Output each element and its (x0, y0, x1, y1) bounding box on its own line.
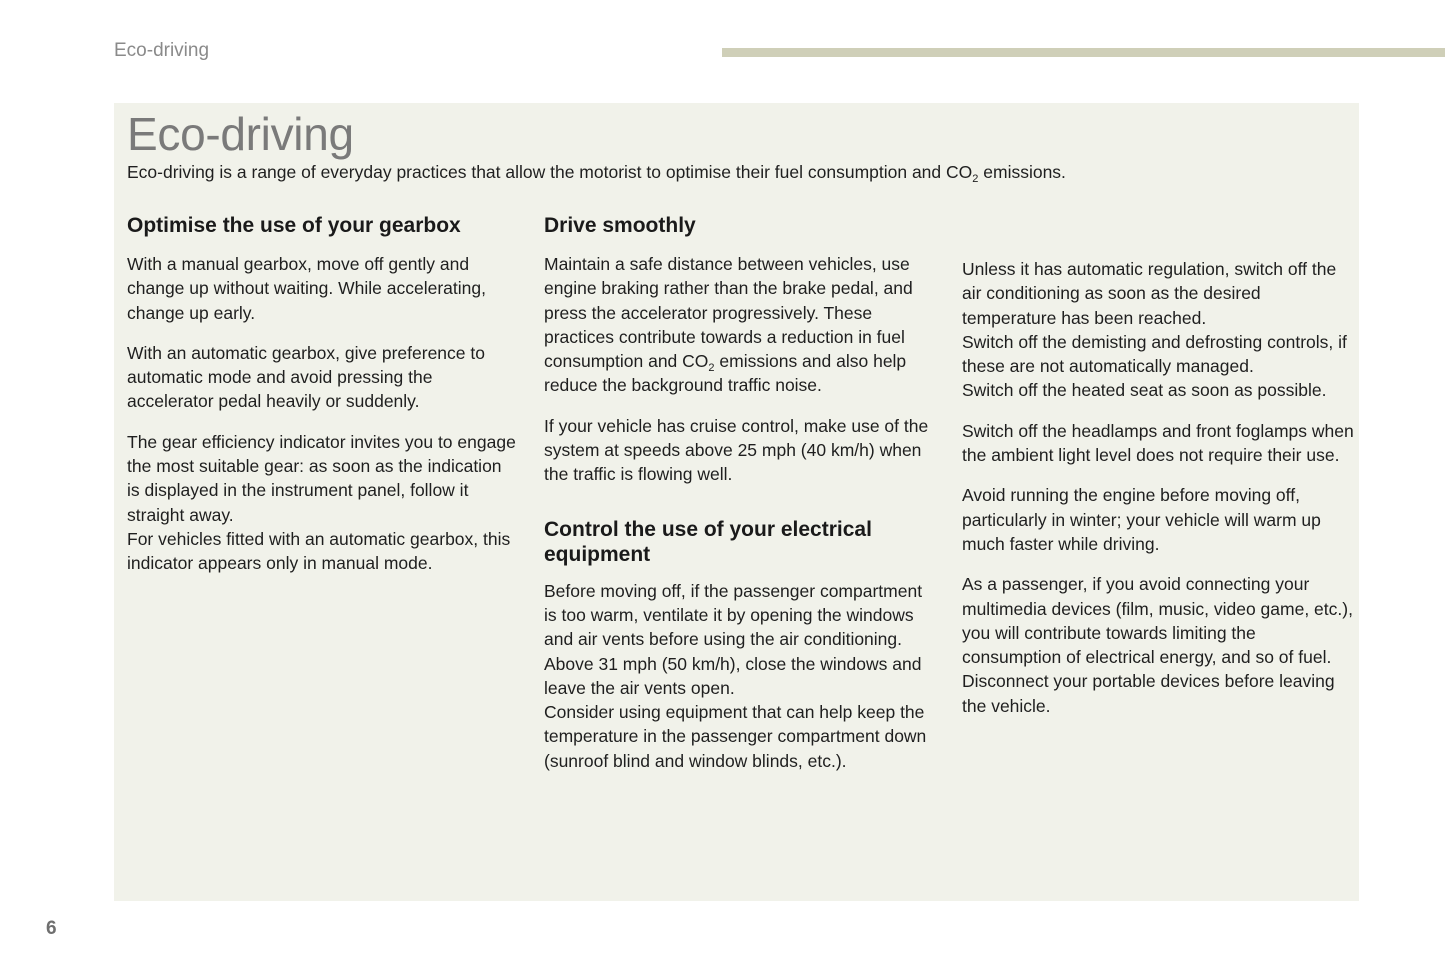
demisting-text: Switch off the demisting and defrosting controls, if these are not automatically managed. (962, 331, 1347, 377)
gear-indicator-automatic-text: For vehicles fitted with an automatic gearbox, this indicator appears only in manual mode. (127, 528, 511, 574)
page-number: 6 (46, 918, 57, 939)
headlamps-paragraph: Switch off the headlamps and front foglamps when the ambient light level does not require their use. (962, 420, 1354, 466)
smooth-text: Maintain a safe distance between vehicles, use engine braking rather than the brake pedal, and press the accelerator progressively. These practices contribute towards a reduction in fuel consumption and CO (544, 254, 913, 372)
gearbox-manual-paragraph: With a manual gearbox, move off gently and change up without waiting. While accelerating, change up early. (127, 254, 486, 323)
smooth-subscript: 2 (708, 362, 715, 375)
engine-warmup-paragraph: Avoid running the engine before moving off, particularly in winter; your vehicle will warm up much faster while driving. (962, 485, 1321, 554)
electrical-paragraph (544, 579, 934, 773)
electrical-heading: Control the use of your electrical equipment (544, 517, 872, 566)
air-conditioning-text: Unless it has automatic regulation, switch off the air conditioning as soon as the desired temperature has been reached. (962, 259, 1337, 328)
disconnect-devices-text: Disconnect your portable devices before leaving the vehicle. (962, 671, 1335, 716)
intro-text: Eco-driving is a range of everyday practices that allow the motorist to optimise their fuel consumption and CO (127, 162, 973, 182)
gearbox-automatic-paragraph: With an automatic gearbox, give preference to automatic mode and avoid pressing the accelerator pedal heavily or suddenly. (127, 342, 485, 412)
page-title: Eco-driving (127, 108, 354, 160)
smooth-heading: Drive smoothly (544, 214, 696, 237)
smooth-paragraph (544, 252, 934, 398)
gear-indicator-paragraph (127, 430, 517, 576)
electrical-text-1: Before moving off, if the passenger compartment is too warm, ventilate it by opening the windows and air vents before using the air conditioning. (544, 580, 923, 650)
electrical-text-2: Above 31 mph (50 km/h), close the windows and leave the air vents open. (544, 653, 922, 698)
column-smooth-electrical (544, 213, 934, 789)
air-conditioning-paragraph (962, 257, 1354, 403)
column-three (962, 257, 1354, 734)
intro-subscript: 2 (972, 173, 979, 185)
column-gearbox (127, 213, 517, 592)
eco-driving-panel (114, 103, 1359, 901)
gearbox-heading: Optimise the use of your gearbox (127, 214, 461, 237)
passenger-devices-text: As a passenger, if you avoid connecting your multimedia devices (film, music, video game, etc.), you will contribute towards limiting the consumption of electrical energy, and so of fuel. (962, 574, 1353, 668)
gear-indicator-text: The gear efficiency indicator invites you to engage the most suitable gear: as soon as the indication is displayed in the instrument panel, follow it straight away. (127, 431, 516, 525)
intro-text-end: emissions. (978, 162, 1066, 182)
intro-paragraph (127, 160, 1347, 184)
running-header: Eco-driving (114, 40, 210, 61)
header-bar (722, 48, 1445, 57)
cruise-control-paragraph: If your vehicle has cruise control, make use of the system at speeds above 25 mph (40 km/h) when the traffic is flowing well. (544, 415, 929, 485)
passenger-devices-paragraph (962, 572, 1354, 718)
heated-seat-text: Switch off the heated seat as soon as possible. (962, 380, 1327, 401)
smooth-text-end: emissions and also help reduce the background traffic noise. (544, 351, 907, 396)
electrical-text-3: Consider using equipment that can help keep the temperature in the passenger compartment down (sunroof blind and window blinds, etc.). (544, 702, 927, 771)
